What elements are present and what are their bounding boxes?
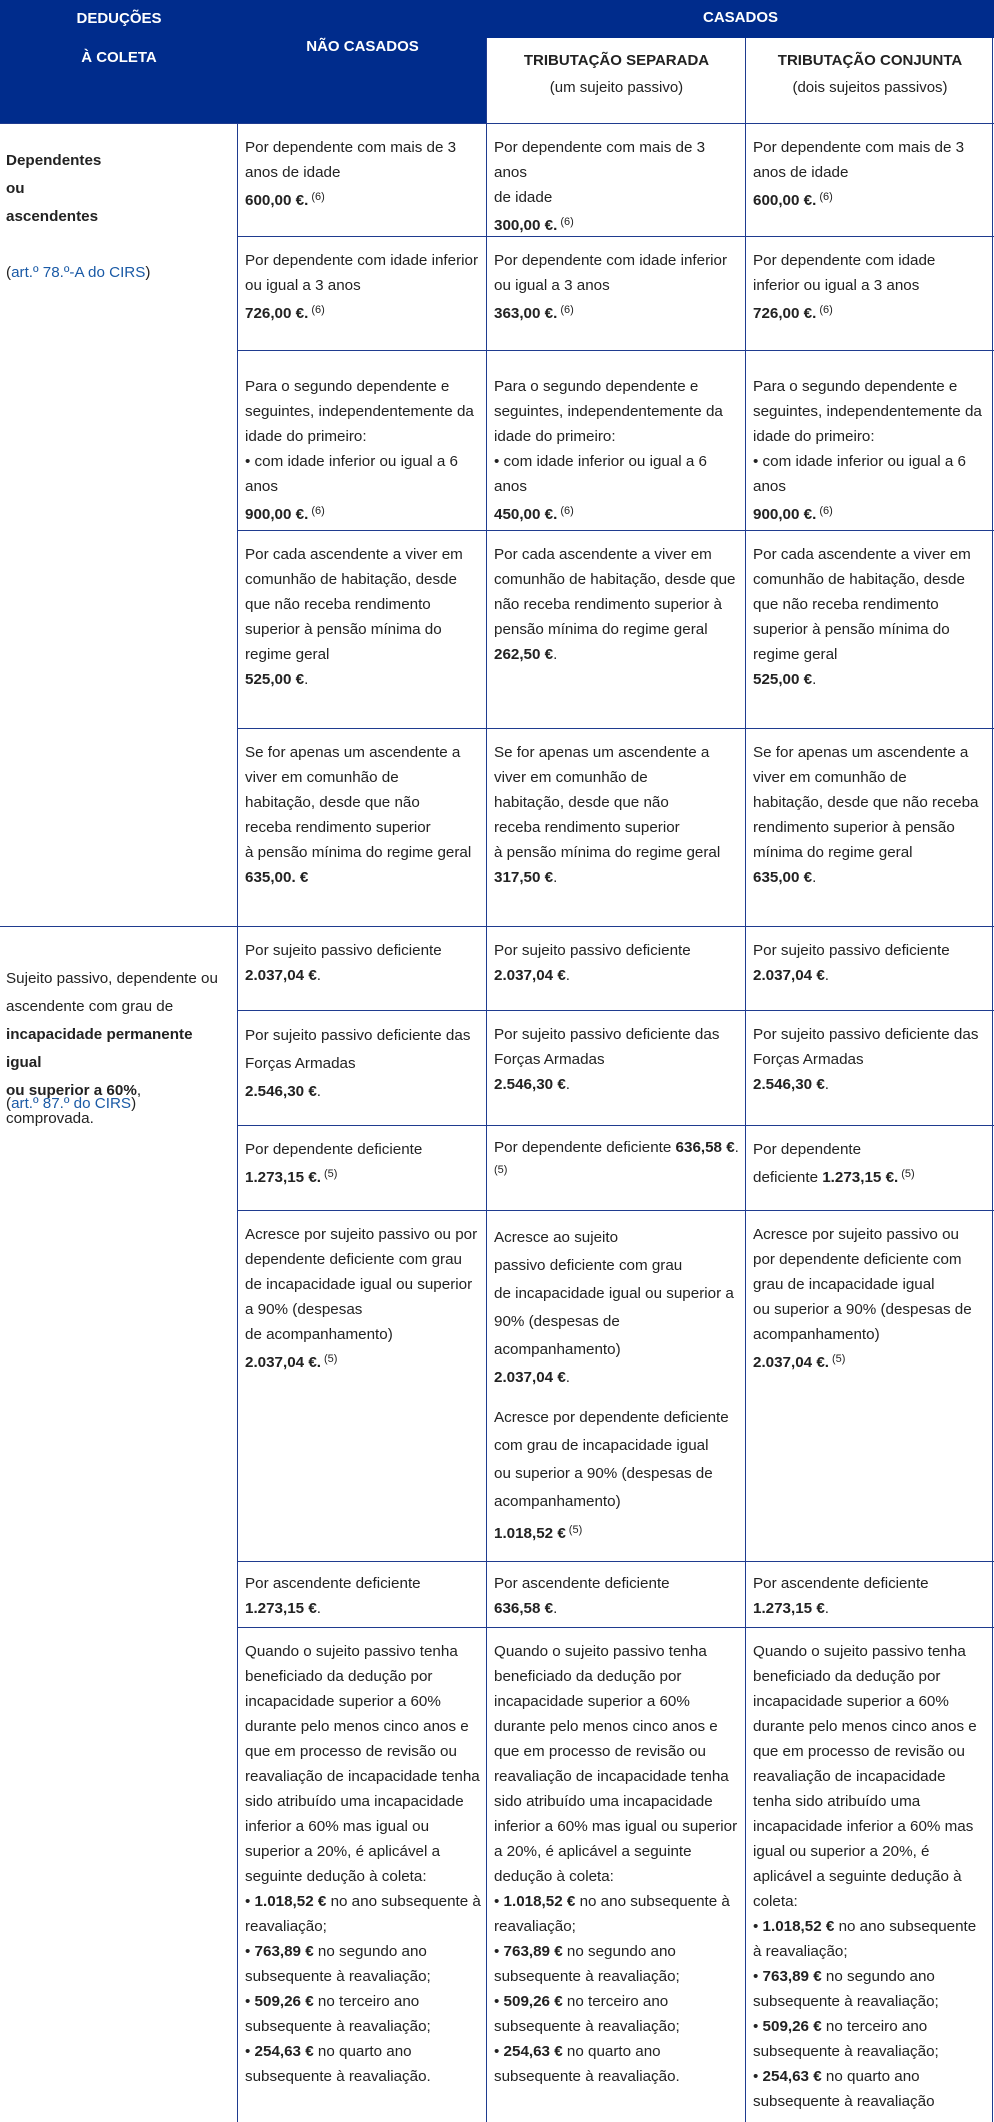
s1-row1-nc-cell: [238, 125, 487, 236]
s2-row3-tc-line2: deficiente: [753, 1169, 823, 1186]
s1-row4-tc-line: superior à pensão mínima do: [753, 621, 950, 638]
s1-row3-tc-line: anos: [753, 478, 786, 495]
grid-line: [238, 1125, 994, 1126]
s2-row3-nc-note: (5): [324, 1168, 338, 1180]
s1-row4-ts-line: pensão mínima do regime geral: [494, 621, 708, 638]
s1-row3-tc-line: • com idade inferior ou igual a 6: [753, 453, 967, 470]
s2-row2-nc-tail: .: [316, 1083, 322, 1100]
s2-row1-nc-cell: [238, 928, 487, 1010]
s1-row5-nc-line: Se for apenas um ascendente a: [245, 744, 461, 761]
s1-row4-tc-tail: .: [812, 671, 817, 688]
s2-row4-nc-line: dependente deficiente com grau: [245, 1251, 463, 1268]
s1-row3-ts-cell: [487, 352, 746, 530]
grid-line: [238, 350, 994, 351]
s2-row5-nc-text: Por ascendente deficiente: [245, 1575, 421, 1592]
s1-row4-tc-line: regime geral: [753, 646, 838, 663]
s1-row4-ts-line: Por cada ascendente a viver em: [494, 546, 712, 563]
s1-row2-ts-line: ou igual a 3 anos: [494, 277, 610, 294]
s1-row4-nc-amount: 525,00 €: [245, 671, 305, 688]
s2-row4-ts-line: 90% (despesas de: [494, 1313, 620, 1330]
s1-row4-ts-line: não receba rendimento superior à: [494, 596, 722, 613]
s2-row5-ts-cell: [487, 1563, 746, 1627]
s1-row5-tc-line: viver em comunhão de: [753, 769, 907, 786]
s2-row5-ts-text: Por ascendente deficiente: [494, 1575, 670, 1592]
s1-row3-ts-line: • com idade inferior ou igual a 6: [494, 453, 708, 470]
header-deducoes: [0, 0, 238, 123]
s1-row1-nc-line: Por dependente com mais de 3: [245, 139, 457, 156]
s2-row6-ts-line: a 20%, é aplicável a seguinte: [494, 1843, 692, 1860]
s2-row4-nc-line: a 90% (despesas: [245, 1301, 363, 1318]
s2-row6-tc-line: beneficiado da dedução por: [753, 1668, 941, 1685]
s2-row3-tc-amount: 1.273,15 €.: [822, 1169, 899, 1186]
s2-row2-ts-line: Por sujeito passivo deficiente das: [494, 1026, 720, 1043]
s1-row3-tc-line: seguintes, independentemente da: [753, 403, 982, 420]
s1-row5-nc-amount: 635,00. €: [245, 869, 309, 886]
s1-row3-nc-line: • com idade inferior ou igual a 6: [245, 453, 459, 470]
s1-row1-ts-line: Por dependente com mais de 3 anos: [494, 139, 706, 181]
grid-line: [238, 728, 994, 729]
s2-row6-tc-bullet-text2: subsequente à reavaliação;: [753, 1993, 939, 2010]
s2-row5-tc-amount: 1.273,15 €: [753, 1600, 825, 1617]
section2-label-line1: Sujeito passivo, dependente ou: [6, 970, 218, 987]
section1-label-line1: Dependentes: [6, 152, 102, 169]
s1-row3-nc-line: idade do primeiro:: [245, 428, 367, 445]
section1-label: [0, 147, 236, 231]
s2-row1-tc-tail: .: [824, 967, 830, 984]
s1-row4-tc-line: Por cada ascendente a viver em: [753, 546, 971, 563]
s1-row4-tc-cell: [746, 532, 994, 728]
separada-title: TRIBUTAÇÃO SEPARADA: [523, 52, 710, 69]
grid-line: [0, 926, 994, 927]
s1-row2-tc-amount: 726,00 €.: [753, 305, 817, 322]
s2-row1-ts-tail: .: [565, 967, 571, 984]
s1-row3-ts-note: (6): [560, 505, 574, 517]
s2-row2-tc-cell: [746, 1012, 994, 1125]
s1-row5-ts-tail: .: [553, 869, 558, 886]
s1-row3-nc-line: Para o segundo dependente e: [245, 378, 450, 395]
s2-row4-ts-line2: acompanhamento): [494, 1493, 621, 1510]
s1-row5-tc-line: habitação, desde que não receba: [753, 794, 979, 811]
section2-label-line2: ascendente com grau de: [6, 998, 174, 1015]
s2-row6-nc-cell: Quando o sujeito passivo tenha beneficiado da dedução por incapacidade superior a 60% durante pelo menos cinco anos e que em processo de revisão ou reavaliação de incapacidade tenha sido atribuído uma incapacidade inferior a 60% mas igual ou superior a 20%, é aplicável a seguinte dedução à coleta: • 1.018,52 € no ano subsequente à reavaliação; • 763,89 € no segundo ano subsequente à reavaliação; • 509,26 € no terceiro ano subsequente à reavaliação; • 254,63 € no quarto ano subsequente à reavaliação.: [238, 1629, 487, 2122]
s2-row2-ts-cell: [487, 1012, 746, 1125]
section1-reference-link[interactable]: art.º 78.º-A do CIRS: [11, 264, 146, 281]
s2-row5-nc-tail: .: [316, 1600, 322, 1617]
s1-row4-tc-line: que não receba rendimento: [753, 596, 939, 613]
s2-row2-tc-line: Forças Armadas: [753, 1051, 864, 1068]
section2-label-tail: , comprovada.: [6, 1082, 142, 1127]
s2-row6-nc-line: beneficiado da dedução por: [245, 1668, 433, 1685]
s2-row6-ts-bullet-text2: subsequente à reavaliação;: [494, 2018, 680, 2035]
s1-row2-nc-line: ou igual a 3 anos: [245, 277, 361, 294]
section2-reference: (art.º 87.º do CIRS): [6, 1095, 137, 1112]
s1-row3-tc-line: Para o segundo dependente e: [753, 378, 958, 395]
grid-line: [238, 1627, 994, 1628]
s2-row6-nc-bullet-text2: subsequente à reavaliação;: [245, 1968, 431, 1985]
s2-row6-tc-bullet-text: no segundo ano: [821, 1968, 935, 1985]
s1-row5-nc-cell: [238, 730, 487, 926]
s2-row6-tc-bullet-amount: 1.018,52 €: [762, 1918, 835, 1935]
s2-row4-tc-cell: [746, 1212, 994, 1561]
header-deducoes-line1: DEDUÇÕES: [76, 10, 162, 27]
s2-row5-ts-tail: .: [553, 1600, 558, 1617]
s2-row6-ts-bullet-text2: reavaliação;: [494, 1918, 576, 1935]
s2-row6-nc-line: seguinte dedução à coleta:: [245, 1868, 427, 1885]
s2-row6-tc-bullet-text: no ano subsequente: [834, 1918, 977, 1935]
s2-row6-nc-line: incapacidade superior a 60%: [245, 1693, 441, 1710]
s2-row4-ts-cell: [487, 1212, 746, 1561]
s2-row3-nc-text: Por dependente deficiente: [245, 1141, 423, 1158]
s2-row6-nc-bullet-amount: 763,89 €: [254, 1943, 314, 1960]
s1-row4-nc-line: Por cada ascendente a viver em: [245, 546, 463, 563]
s2-row6-tc-bullet-text: no quarto ano: [821, 2068, 920, 2085]
s2-row4-nc-cell: [238, 1212, 487, 1561]
s2-row4-nc-line: de acompanhamento): [245, 1326, 393, 1343]
header-casados: [487, 0, 994, 38]
s2-row4-ts-line: de incapacidade igual ou superior a: [494, 1285, 734, 1302]
s2-row5-tc-text: Por ascendente deficiente: [753, 1575, 929, 1592]
s2-row6-ts-bullet-amount: 509,26 €: [503, 1993, 563, 2010]
s1-row1-tc-amount: 600,00 €.: [753, 192, 817, 209]
s2-row4-tc-line: ou superior a 90% (despesas de: [753, 1301, 972, 1318]
s1-row4-ts-cell: [487, 532, 746, 728]
s1-row2-ts-cell: [487, 238, 746, 350]
s1-row4-nc-line: que não receba rendimento: [245, 596, 431, 613]
s2-row5-tc-cell: [746, 1563, 994, 1627]
s1-row4-ts-amount: 262,50 €: [494, 646, 554, 663]
s2-row6-tc-bullet-text: no terceiro ano: [821, 2018, 928, 2035]
s2-row3-ts-text: Por dependente deficiente: [494, 1139, 676, 1156]
s2-row6-tc-line: durante pelo menos cinco anos e: [753, 1718, 977, 1735]
s2-row6-tc-bullet-amount: 509,26 €: [762, 2018, 822, 2035]
s1-row1-nc-line: anos de idade: [245, 164, 341, 181]
s2-row3-tc-cell: [746, 1127, 994, 1210]
section1-label-line2: ou: [6, 180, 25, 197]
s2-row6-tc-line: que em processo de revisão ou: [753, 1743, 965, 1760]
s1-row1-ts-note: (6): [560, 216, 574, 228]
s1-row4-nc-cell: [238, 532, 487, 728]
s2-row6-ts-bullet-text: no terceiro ano: [562, 1993, 669, 2010]
s2-row4-tc-amount: 2.037,04 €.: [753, 1354, 830, 1371]
s2-row1-nc-amount: 2.037,04 €: [245, 967, 317, 984]
s2-row6-nc-line: durante pelo menos cinco anos e: [245, 1718, 469, 1735]
s2-row6-ts-line: Quando o sujeito passivo tenha: [494, 1643, 707, 1660]
s2-row6-ts-line: reavaliação de incapacidade tenha: [494, 1768, 729, 1785]
s2-row6-ts-bullet-text: no quarto ano: [562, 2043, 661, 2060]
s1-row4-nc-line: superior à pensão mínima do: [245, 621, 442, 638]
s2-row6-tc-bullet-text2: subsequente à reavaliação;: [753, 2043, 939, 2060]
s2-row4-tc-line: grau de incapacidade igual: [753, 1276, 935, 1293]
s2-row4-ts-amount2: 1.018,52 €: [494, 1525, 566, 1542]
s2-row4-ts-line2: com grau de incapacidade igual: [494, 1437, 709, 1454]
s2-row6-ts-line: que em processo de revisão ou: [494, 1743, 706, 1760]
s1-row2-tc-line: inferior ou igual a 3 anos: [753, 277, 920, 294]
s2-row3-tc-line1: Por dependente: [753, 1141, 862, 1158]
s1-row3-nc-cell: [238, 352, 487, 530]
s1-row2-nc-line: Por dependente com idade inferior: [245, 252, 479, 269]
s2-row6-tc-cell: Quando o sujeito passivo tenha beneficiado da dedução por incapacidade superior a 60% durante pelo menos cinco anos e que em processo de revisão ou reavaliação de incapacidade tenha sido atribuído uma incapacidade inferior a 60% mas igual ou superior a 20%, é aplicável a seguinte dedução à coleta: • 1.018,52 € no ano subsequente à reavaliação; • 763,89 € no segundo ano subsequente à reavaliação; • 509,26 € no terceiro ano subsequente à reavaliação; • 254,63 € no quarto ano subsequente à reavaliação: [746, 1629, 994, 2122]
s1-row4-nc-line: regime geral: [245, 646, 330, 663]
s1-row2-nc-amount: 726,00 €.: [245, 305, 309, 322]
s1-row1-tc-line: Por dependente com mais de 3: [753, 139, 965, 156]
s1-row5-ts-line: à pensão mínima do regime geral: [494, 844, 721, 861]
s1-row5-tc-amount: 635,00 €: [753, 869, 813, 886]
s2-row4-tc-line: Acresce por sujeito passivo ou: [753, 1226, 959, 1243]
grid-line: [237, 123, 238, 2122]
grid-line: [238, 236, 994, 237]
s1-row3-ts-line: anos: [494, 478, 527, 495]
s1-row4-ts-tail: .: [553, 646, 558, 663]
s1-row3-nc-line: seguintes, independentemente da: [245, 403, 474, 420]
s2-row6-ts-line: incapacidade superior a 60%: [494, 1693, 690, 1710]
s2-row6-ts-line: durante pelo menos cinco anos e: [494, 1718, 718, 1735]
s2-row1-nc-text: Por sujeito passivo deficiente: [245, 942, 442, 959]
s2-row6-nc-bullet-text: no terceiro ano: [313, 1993, 420, 2010]
s2-row6-nc-line: reavaliação de incapacidade tenha: [245, 1768, 480, 1785]
grid-line: [238, 1210, 994, 1211]
separada-subtitle: (um sujeito passivo): [549, 79, 684, 96]
s2-row6-tc-line: aplicável a seguinte dedução à: [753, 1868, 962, 1885]
header-casados-text: CASADOS: [702, 9, 778, 26]
s2-row2-nc-cell: [238, 1012, 487, 1125]
s1-row1-tc-line: anos de idade: [753, 164, 849, 181]
s1-row5-ts-line: viver em comunhão de: [494, 769, 648, 786]
s1-row3-tc-amount: 900,00 €.: [753, 506, 817, 523]
s1-row1-nc-amount: 600,00 €.: [245, 192, 309, 209]
s2-row5-nc-amount: 1.273,15 €: [245, 1600, 317, 1617]
grid-line: [0, 123, 994, 124]
s2-row6-tc-line: incapacidade superior a 60%: [753, 1693, 949, 1710]
grid-line: [238, 1010, 994, 1011]
s1-row2-nc-note: (6): [311, 304, 325, 316]
s1-row5-nc-line: habitação, desde que não: [245, 794, 420, 811]
s1-row3-tc-note: (6): [819, 505, 833, 517]
s2-row3-nc-cell: [238, 1127, 487, 1210]
s2-row6-ts-line: sido atribuído uma incapacidade: [494, 1793, 713, 1810]
s2-row6-nc-bullet-text2: subsequente à reavaliação;: [245, 2018, 431, 2035]
s2-row3-ts-tail: .: [734, 1139, 739, 1156]
s1-row1-tc-cell: [746, 125, 994, 236]
s1-row1-ts-cell: [487, 125, 746, 236]
s2-row3-ts-note: (5): [494, 1164, 508, 1176]
s2-row6-ts-bullet-text2: subsequente à reavaliação;: [494, 1968, 680, 1985]
s2-row6-nc-line: inferior a 60% mas igual ou: [245, 1818, 430, 1835]
s2-row1-tc-amount: 2.037,04 €: [753, 967, 825, 984]
s2-row2-tc-line: Por sujeito passivo deficiente das: [753, 1026, 979, 1043]
s2-row1-ts-amount: 2.037,04 €: [494, 967, 566, 984]
section2-label-bold1: incapacidade permanente igual: [6, 1026, 193, 1071]
s1-row3-ts-amount: 450,00 €.: [494, 506, 558, 523]
s2-row4-tc-line: acompanhamento): [753, 1326, 880, 1343]
s2-row6-nc-bullet-text: no segundo ano: [313, 1943, 427, 1960]
s2-row4-ts-line: passivo deficiente com grau: [494, 1257, 683, 1274]
s2-row2-ts-tail: .: [565, 1076, 571, 1093]
grid-line: [238, 1561, 994, 1562]
s2-row6-nc-bullet-amount: 254,63 €: [254, 2043, 314, 2060]
s1-row5-ts-amount: 317,50 €: [494, 869, 554, 886]
s2-row6-ts-cell: Quando o sujeito passivo tenha beneficiado da dedução por incapacidade superior a 60% durante pelo menos cinco anos e que em processo de revisão ou reavaliação de incapacidade tenha sido atribuído uma incapacidade inferior a 60% mas igual ou superior a 20%, é aplicável a seguinte dedução à coleta: • 1.018,52 € no ano subsequente à reavaliação; • 763,89 € no segundo ano subsequente à reavaliação; • 509,26 € no terceiro ano subsequente à reavaliação; • 254,63 € no quarto ano subsequente à reavaliação.: [487, 1629, 746, 2122]
s1-row5-nc-line: receba rendimento superior: [245, 819, 431, 836]
s1-row5-ts-line: habitação, desde que não: [494, 794, 669, 811]
s1-row1-tc-note: (6): [819, 191, 833, 203]
s2-row6-tc-line: incapacidade inferior a 60% mas: [753, 1818, 974, 1835]
s1-row5-tc-line: mínima do regime geral: [753, 844, 913, 861]
s1-row3-nc-line: anos: [245, 478, 278, 495]
s1-row3-ts-line: seguintes, independentemente da: [494, 403, 723, 420]
s2-row4-ts-line2: ou superior a 90% (despesas de: [494, 1465, 713, 1482]
s1-row4-nc-tail: .: [304, 671, 309, 688]
s2-row4-ts-line2: Acresce por dependente deficiente: [494, 1409, 729, 1426]
s2-row6-nc-line: que em processo de revisão ou: [245, 1743, 457, 1760]
s2-row1-ts-text: Por sujeito passivo deficiente: [494, 942, 691, 959]
s1-row2-tc-cell: [746, 238, 994, 350]
s1-row5-ts-cell: [487, 730, 746, 926]
s2-row2-ts-line: Forças Armadas: [494, 1051, 605, 1068]
s2-row6-tc-bullet-text2: à reavaliação;: [753, 1943, 848, 1960]
s2-row4-nc-line: de incapacidade igual ou superior: [245, 1276, 473, 1293]
s2-row4-tc-note: (5): [832, 1353, 846, 1365]
s1-row3-nc-note: (6): [311, 505, 325, 517]
s2-row6-nc-bullet-text2: subsequente à reavaliação.: [245, 2068, 431, 2085]
header-tributacao-separada: [487, 38, 746, 123]
s2-row6-tc-line: igual ou superior a 20%, é: [753, 1843, 930, 1860]
s2-row2-ts-amount: 2.546,30 €: [494, 1076, 566, 1093]
s2-row6-tc-bullet-text2: subsequente à reavaliação: [753, 2093, 935, 2110]
s1-row2-tc-line: Por dependente com idade: [753, 252, 936, 269]
s1-row4-tc-line: comunhão de habitação, desde: [753, 571, 965, 588]
s2-row1-tc-text: Por sujeito passivo deficiente: [753, 942, 950, 959]
s2-row4-ts-tail: .: [565, 1369, 571, 1386]
s2-row6-ts-bullet-amount: 763,89 €: [503, 1943, 563, 1960]
s2-row4-tc-line: por dependente deficiente com: [753, 1251, 962, 1268]
s2-row5-nc-cell: [238, 1563, 487, 1627]
s2-row1-tc-cell: [746, 928, 994, 1010]
s1-row2-ts-line: Por dependente com idade inferior: [494, 252, 728, 269]
s2-row6-tc-line: tenha sido atribuído uma: [753, 1793, 921, 1810]
s2-row6-nc-bullet-amount: 509,26 €: [254, 1993, 314, 2010]
s2-row4-nc-amount: 2.037,04 €.: [245, 1354, 322, 1371]
s2-row1-ts-cell: [487, 928, 746, 1010]
s2-row6-tc-line: reavaliação de incapacidade: [753, 1768, 946, 1785]
s2-row6-ts-line: beneficiado da dedução por: [494, 1668, 682, 1685]
s1-row3-ts-line: idade do primeiro:: [494, 428, 616, 445]
s1-row5-nc-line: viver em comunhão de: [245, 769, 399, 786]
s2-row2-tc-amount: 2.546,30 €: [753, 1076, 825, 1093]
s2-row6-ts-line: dedução à coleta:: [494, 1868, 614, 1885]
header-tributacao-conjunta: [746, 38, 994, 123]
s2-row4-ts-line: Acresce ao sujeito: [494, 1229, 619, 1246]
s2-row2-nc-line: Por sujeito passivo deficiente das: [245, 1027, 471, 1044]
s2-row5-tc-tail: .: [824, 1600, 830, 1617]
s2-row3-ts-cell: [487, 1127, 746, 1210]
s1-row1-nc-note: (6): [311, 191, 325, 203]
section2-reference-link[interactable]: art.º 87.º do CIRS: [11, 1095, 132, 1112]
s2-row6-nc-line: superior a 20%, é aplicável a: [245, 1843, 441, 1860]
header-nao-casados: [238, 0, 487, 123]
s2-row6-tc-bullet-amount: 763,89 €: [762, 1968, 822, 1985]
s1-row2-ts-note: (6): [560, 304, 574, 316]
s2-row6-ts-bullet-text: no ano subsequente à: [575, 1893, 730, 1910]
s2-row6-ts-bullet-text2: subsequente à reavaliação.: [494, 2068, 680, 2085]
s2-row5-ts-amount: 636,58 €: [494, 1600, 554, 1617]
s2-row2-nc-line: Forças Armadas: [245, 1055, 356, 1072]
header-nao-casados-text: NÃO CASADOS: [306, 38, 419, 55]
s1-row5-nc-line: à pensão mínima do regime geral: [245, 844, 472, 861]
s1-row2-nc-cell: [238, 238, 487, 350]
s2-row6-nc-bullet-text: no ano subsequente à: [326, 1893, 481, 1910]
s1-row5-ts-line: receba rendimento superior: [494, 819, 680, 836]
s2-row4-ts-note2: (5): [568, 1524, 583, 1536]
s2-row4-ts-line: acompanhamento): [494, 1341, 621, 1358]
s2-row3-ts-amount: 636,58 €: [675, 1139, 735, 1156]
section1-label-line3: ascendentes: [6, 208, 99, 225]
s2-row6-tc-line: coleta:: [753, 1893, 798, 1910]
s2-row3-nc-amount: 1.273,15 €.: [245, 1169, 322, 1186]
s2-row6-ts-bullet-amount: 254,63 €: [503, 2043, 563, 2060]
s1-row4-ts-line: comunhão de habitação, desde que: [494, 571, 736, 588]
s2-row6-ts-bullet-amount: 1.018,52 €: [503, 1893, 576, 1910]
conjunta-subtitle: (dois sujeitos passivos): [792, 79, 948, 96]
section1-reference: (art.º 78.º-A do CIRS): [6, 264, 151, 281]
grid-line: [238, 530, 994, 531]
s2-row6-nc-line: Quando o sujeito passivo tenha: [245, 1643, 458, 1660]
s2-row4-nc-line: Acresce por sujeito passivo ou por: [245, 1226, 478, 1243]
conjunta-title: TRIBUTAÇÃO CONJUNTA: [777, 52, 963, 69]
s2-row2-tc-tail: .: [824, 1076, 830, 1093]
s2-row6-nc-bullet-amount: 1.018,52 €: [254, 1893, 327, 1910]
s2-row6-ts-line: inferior a 60% mas igual ou superior: [494, 1818, 738, 1835]
s1-row4-tc-amount: 525,00 €: [753, 671, 813, 688]
s1-row1-ts-amount: 300,00 €.: [494, 217, 558, 234]
s2-row6-tc-bullet-amount: 254,63 €: [762, 2068, 822, 2085]
s1-row2-ts-amount: 363,00 €.: [494, 305, 558, 322]
s1-row3-nc-amount: 900,00 €.: [245, 506, 309, 523]
s1-row4-nc-line: comunhão de habitação, desde: [245, 571, 457, 588]
s1-row5-tc-cell: [746, 730, 994, 926]
s1-row3-tc-cell: [746, 352, 994, 530]
s1-row5-tc-line: rendimento superior à pensão: [753, 819, 955, 836]
s2-row6-nc-bullet-text: no quarto ano: [313, 2043, 412, 2060]
s1-row1-ts-line: de idade: [494, 189, 553, 206]
s1-row5-tc-line: Se for apenas um ascendente a: [753, 744, 969, 761]
s1-row5-ts-line: Se for apenas um ascendente a: [494, 744, 710, 761]
s2-row2-nc-amount: 2.546,30 €: [245, 1083, 317, 1100]
s2-row6-ts-bullet-text: no segundo ano: [562, 1943, 676, 1960]
s2-row1-nc-tail: .: [316, 967, 322, 984]
s1-row2-tc-note: (6): [819, 304, 833, 316]
s1-row3-ts-line: Para o segundo dependente e: [494, 378, 699, 395]
s2-row3-tc-note: (5): [901, 1168, 915, 1180]
s2-row4-ts-amount: 2.037,04 €: [494, 1369, 566, 1386]
s2-row4-nc-note: (5): [324, 1353, 338, 1365]
s1-row3-tc-line: idade do primeiro:: [753, 428, 875, 445]
s2-row6-nc-line: sido atribuído uma incapacidade: [245, 1793, 464, 1810]
header-deducoes-line2: À COLETA: [81, 49, 157, 66]
s1-row5-tc-tail: .: [812, 869, 817, 886]
s2-row6-nc-bullet-text2: reavaliação;: [245, 1918, 327, 1935]
section2-label-bold2: ou superior a 60%: [6, 1082, 137, 1099]
s2-row6-tc-line: Quando o sujeito passivo tenha: [753, 1643, 966, 1660]
